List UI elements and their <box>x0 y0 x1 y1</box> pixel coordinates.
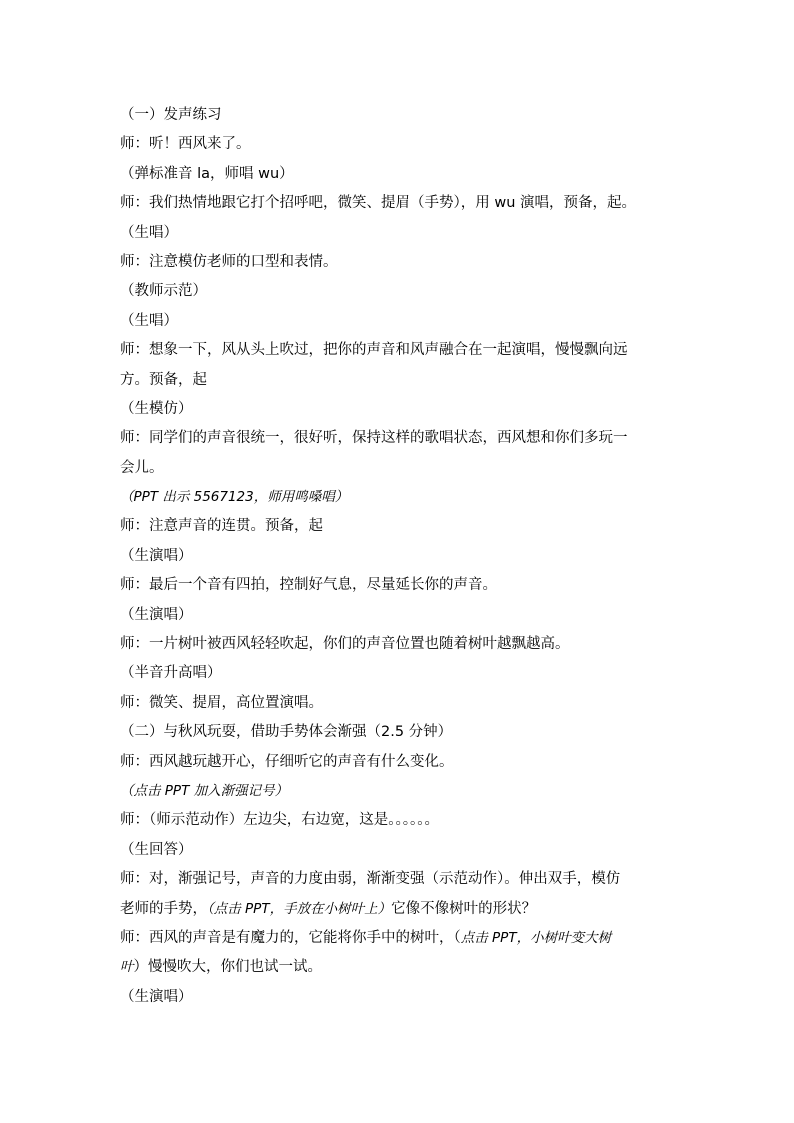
text-span: 师：西风的声音是有魔力的，它能将你手中的树叶，（ <box>120 929 461 946</box>
text-line: 师：同学们的声音很统一，很好听，保持这样的歌唱状态，西风想和你们多玩一 <box>120 430 628 447</box>
text-span: ）慢慢吹大，你们也试一试。 <box>133 959 322 976</box>
text-line: （弹标准音 la，师唱 wu） <box>120 165 294 182</box>
stage-direction-italic: 点击 PPT，小树叶变大树 <box>460 929 612 946</box>
text-line: 师：（师示范动作）左边尖，右边宽，这是。。。。。。 <box>120 812 439 829</box>
text-line: （生回答） <box>120 841 193 858</box>
text-line-mixed <box>120 924 688 953</box>
text-line: （生唱） <box>120 312 178 329</box>
text-line: 师：对，渐强记号，声音的力度由弱，渐渐变强（示范动作）。伸出双手，模仿 <box>120 871 621 888</box>
text-line: 方。预备，起 <box>120 371 207 388</box>
text-line: 师：听！西风来了。 <box>120 136 251 153</box>
text-line: 师：西风越玩越开心，仔细听它的声音有什么变化。 <box>120 753 454 770</box>
text-line: （生唱） <box>120 224 178 241</box>
stage-direction-italic: 叶 <box>120 959 134 976</box>
text-line: 会儿。 <box>120 459 164 476</box>
text-line: 师：注意模仿老师的口型和表情。 <box>120 253 338 270</box>
text-line: （生演唱） <box>120 606 193 623</box>
text-span: 老师的手势， <box>120 900 207 917</box>
text-line: 师：我们热情地跟它打个招呼吧，微笑、提眉（手势），用 wu 演唱，预备，起。 <box>120 195 637 212</box>
text-line: 师：微笑、提眉，高位置演唱。 <box>120 694 323 711</box>
text-line: （半音升高唱） <box>120 665 222 682</box>
text-line: 师：想象一下，风从头上吹过，把你的声音和风声融合在一起演唱，慢慢飘向远 <box>120 342 628 359</box>
section-heading-vocal-practice: （一）发声练习 <box>120 107 222 123</box>
text-line: 师：最后一个音有四拍，控制好气息，尽量延长你的声音。 <box>120 577 497 594</box>
lesson-transcript <box>120 101 688 1012</box>
stage-direction-italic: （点击 PPT 加入渐强记号） <box>120 782 289 799</box>
text-line-mixed <box>120 953 688 982</box>
text-line-mixed <box>120 895 688 924</box>
stage-direction-italic: （PPT 出示 5567123，师用鸣嗓唱） <box>120 489 349 506</box>
text-line: （教师示范） <box>120 283 207 300</box>
section-heading-crescendo: （二）与秋风玩耍，借助手势体会渐强（2.5 分钟） <box>120 724 453 741</box>
text-line: （生演唱） <box>120 547 193 564</box>
text-line: 师：一片树叶被西风轻轻吹起，你们的声音位置也随着树叶越飘越高。 <box>120 636 570 653</box>
text-span: 它像不像树叶的形状？ <box>391 900 537 917</box>
stage-direction-italic: （点击 PPT，手放在小树叶上） <box>207 900 392 917</box>
text-line: 师：注意声音的连贯。预备，起 <box>120 518 323 535</box>
text-line: （生模仿） <box>120 400 193 417</box>
text-line: （生演唱） <box>120 988 193 1005</box>
